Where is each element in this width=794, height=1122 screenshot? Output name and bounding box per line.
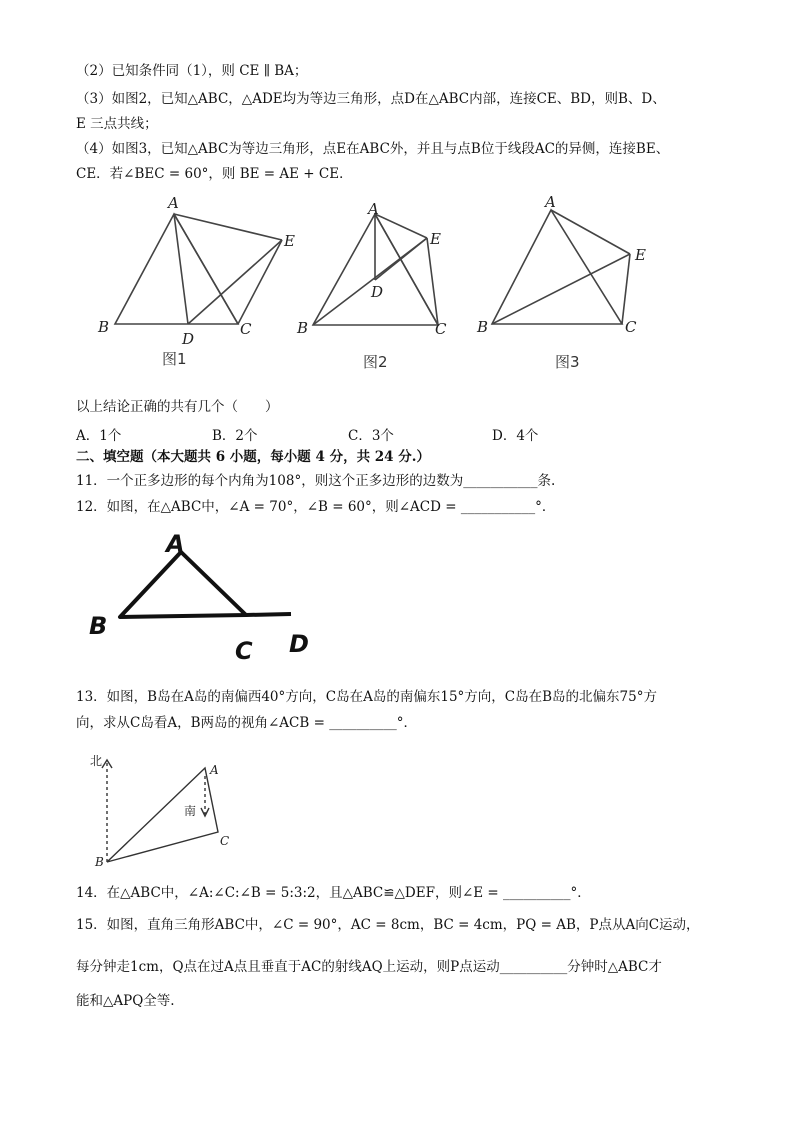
statement-4-cont: CE．若∠BEC = 60°，则 BE = AE + CE． <box>76 166 353 182</box>
label-c: C <box>625 318 637 336</box>
label-e: E <box>635 246 646 264</box>
question-15: 15．如图，直角三角形ABC中，∠C = 90°，AC = 8cm，BC = 4cm，PQ = AB，P点从A向C运动， <box>76 917 700 933</box>
question-15-end: 能和△APQ全等. <box>76 993 175 1009</box>
statement-4: （4）如图3，已知△ABC为等边三角形，点E在ABC外，并且与点B位于线段AC的异侧，连接BE、 <box>76 141 670 157</box>
figure-3 <box>475 192 660 377</box>
label-c: C <box>435 320 447 338</box>
label-b: B <box>98 318 110 336</box>
question-15-cont: 每分钟走1cm，Q点在过A点且垂直于AC的射线AQ上运动，则P点运动__________分钟时△ABC才 <box>76 959 662 975</box>
label-b: B <box>95 855 104 869</box>
option-d: D．4个 <box>492 428 539 444</box>
statement-3: （3）如图2，已知△ABC，△ADE均为等边三角形，点D在△ABC内部，连接CE、BD，则B、D、 <box>76 91 666 107</box>
option-a: A．1个 <box>76 428 122 444</box>
label-c: C <box>240 320 252 338</box>
label-e: E <box>430 230 441 248</box>
label-b: B <box>297 319 309 337</box>
figure-1-caption: 图1 <box>162 350 187 368</box>
question-stem: 以上结论正确的共有几个（ ） <box>76 399 279 415</box>
option-c: C．3个 <box>348 428 394 444</box>
label-c: C <box>220 834 230 848</box>
question-13: 13．如图，B岛在A岛的南偏西40°方向，C岛在A岛的南偏东15°方向，C岛在B岛的北偏东75°方 <box>76 689 657 705</box>
section-heading: 二、填空题（本大题共 6 小题，每小题 4 分，共 24 分.） <box>76 449 430 465</box>
label-a: A <box>166 530 185 558</box>
label-a: A <box>545 193 556 211</box>
label-d: D <box>182 330 195 348</box>
label-b: B <box>477 318 489 336</box>
question-13-cont: 向，求从C岛看A，B两岛的视角∠ACB = __________°． <box>76 715 417 731</box>
figure-2-caption: 图2 <box>363 353 388 371</box>
question-14: 14．在△ABC中，∠A:∠C:∠B = 5:3:2，且△ABC≌△DEF，则∠E = __________°． <box>76 885 591 901</box>
label-c: C <box>235 637 253 665</box>
label-a: A <box>368 200 379 218</box>
label-a: A <box>168 194 179 212</box>
label-d: D <box>289 630 309 658</box>
q13-figure <box>88 748 248 873</box>
label-d: D <box>371 283 384 301</box>
question-11: 11．一个正多边形的每个内角为108°，则这个正多边形的边数为___________条. <box>76 473 556 489</box>
option-b: B．2个 <box>212 428 258 444</box>
figure-1 <box>90 192 310 377</box>
statement-3-cont: E 三点共线； <box>76 116 158 132</box>
label-e: E <box>284 232 295 250</box>
statement-2: （2）已知条件同（1），则 CE ∥ BA； <box>76 63 308 79</box>
north-label: 北 <box>90 754 103 768</box>
question-12: 12．如图，在△ABC中，∠A = 70°，∠B = 60°，则∠ACD = ___________°． <box>76 499 556 515</box>
figure-3-caption: 图3 <box>555 353 580 371</box>
figure-2 <box>295 192 465 377</box>
label-a: A <box>210 763 219 777</box>
q12-figure <box>80 528 330 668</box>
south-label: 南 <box>184 804 197 818</box>
label-b: B <box>89 612 108 640</box>
